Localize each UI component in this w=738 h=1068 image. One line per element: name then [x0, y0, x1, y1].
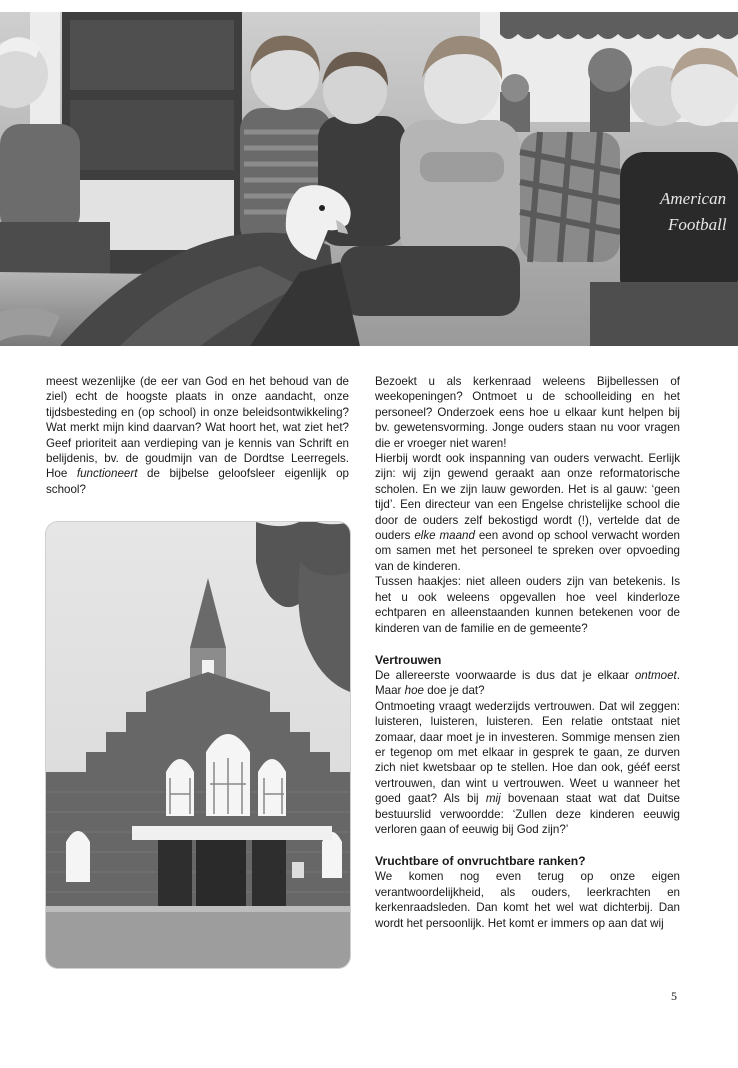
section-heading-vertrouwen: Vertrouwen [375, 652, 442, 667]
right-paragraph-4 [375, 668, 680, 699]
classroom-photo [0, 12, 738, 346]
right-paragraph-6: We komen nog even terug op onze eigen verantwoordelijkheid, als ouders, leerkrachten en kerkenraadsleden. Dan komt het wel wat dichterbij. Dan wordt het persoonlijk. Het komt er immers op aan dat wij [375, 870, 680, 930]
text-run-italic: mij [485, 792, 501, 806]
text-run-italic: ontmoet [634, 668, 677, 682]
text-run: een avond op school verwacht worden om samen met het personeel te spreken over opvoeding van de kinderen. [375, 529, 680, 573]
text-run: . Maar [375, 668, 680, 698]
text-run-italic: hoe [404, 684, 424, 698]
text-run-italic: functioneert [76, 467, 138, 481]
right-paragraph-5 [375, 699, 680, 838]
right-paragraph-3: Tussen haakjes: niet alleen ouders zijn van betekenis. Is het u ook weleens opgevallen hoe veel kinderloze echtparen en alleenstaanden kunnen betekenen voor de kinderen van de familie en de gemeente? [375, 575, 680, 635]
right-paragraph-1: Bezoekt u als kerkenraad weleens Bijbellessen of weekopeningen? Ontmoet u de schoolleiding en het personeel? Onderzoek eens hoe u elkaar kunt helpen bij bv. gewetensvorming. Jonge ouders staan nu voor vragen die er vroeger niet waren! [375, 375, 680, 450]
text-run: Ontmoeting vraagt wederzijds vertrouwen. Dat wil zeggen: luisteren, luisteren, luisteren. Een relatie ontstaat niet zomaar, daar moet je in investeren. Sommige mensen zien er tegenop om met elkaar in gesprek te gaan, ze durven zich niet kwetsbaar op te stellen. Hoe dan ook, gééf eerst vertrouwen, dan wint u vertrouwen. Weet u wanneer het goed gaat? Als bij [375, 699, 680, 806]
text-run: bovenaan staat wat dat Duitse bestuurslid verwoordde: ‘Zullen deze kinderen eeuwig verloren gaan of eeuwig bij God zijn?’ [375, 792, 680, 836]
church-photo-drawing [46, 522, 350, 968]
text-run: de bijbelse geloofsleer eigenlijk op school? [46, 467, 349, 496]
shirt-print-line-1: American [660, 189, 727, 208]
section-heading-vruchtbare: Vruchtbare of onvruchtbare ranken? [375, 854, 586, 869]
text-run: meest wezenlijke (de eer van God en het behoud van de ziel) echt de hoogste plaats in onze aandacht, onze tijdsbesteding en (op school) in onze beleidsontwikkeling? Wat merkt mijn kind daarvan? Wat hoort het, wat ziet het? Geef prioriteit aan verdieping van je kennis van Schrift en belijdenis, bv. de goudmijn van de Dordtse Leerregels. Hoe [46, 375, 349, 481]
spacer [375, 837, 680, 853]
church-photo [46, 522, 350, 968]
text-run: doe je dat? [423, 684, 485, 698]
left-paragraph-1 [46, 374, 349, 497]
spacer [375, 636, 680, 652]
classroom-photo-drawing [0, 12, 738, 346]
text-run-italic: elke maand [414, 529, 475, 543]
right-column [375, 374, 680, 931]
text-run: Hierbij wordt ook inspanning van ouders verwacht. Eerlijk zijn: wij zijn gewend geraakt aan onze reformatorische scholen. En we zijn lauw geworden. Het is al gauw: ‘geen tijd’. Een directeur van een Engelse christelijke school die door de ouders zelf bekostigd wordt (!), vertelde dat de ouders [375, 452, 680, 543]
page-number: 5 [671, 989, 677, 1003]
right-paragraph-2 [375, 451, 680, 574]
text-run: De allereerste voorwaarde is dus dat je elkaar [375, 668, 635, 682]
left-column [46, 374, 349, 497]
shirt-print-line-2: Football [668, 215, 727, 234]
